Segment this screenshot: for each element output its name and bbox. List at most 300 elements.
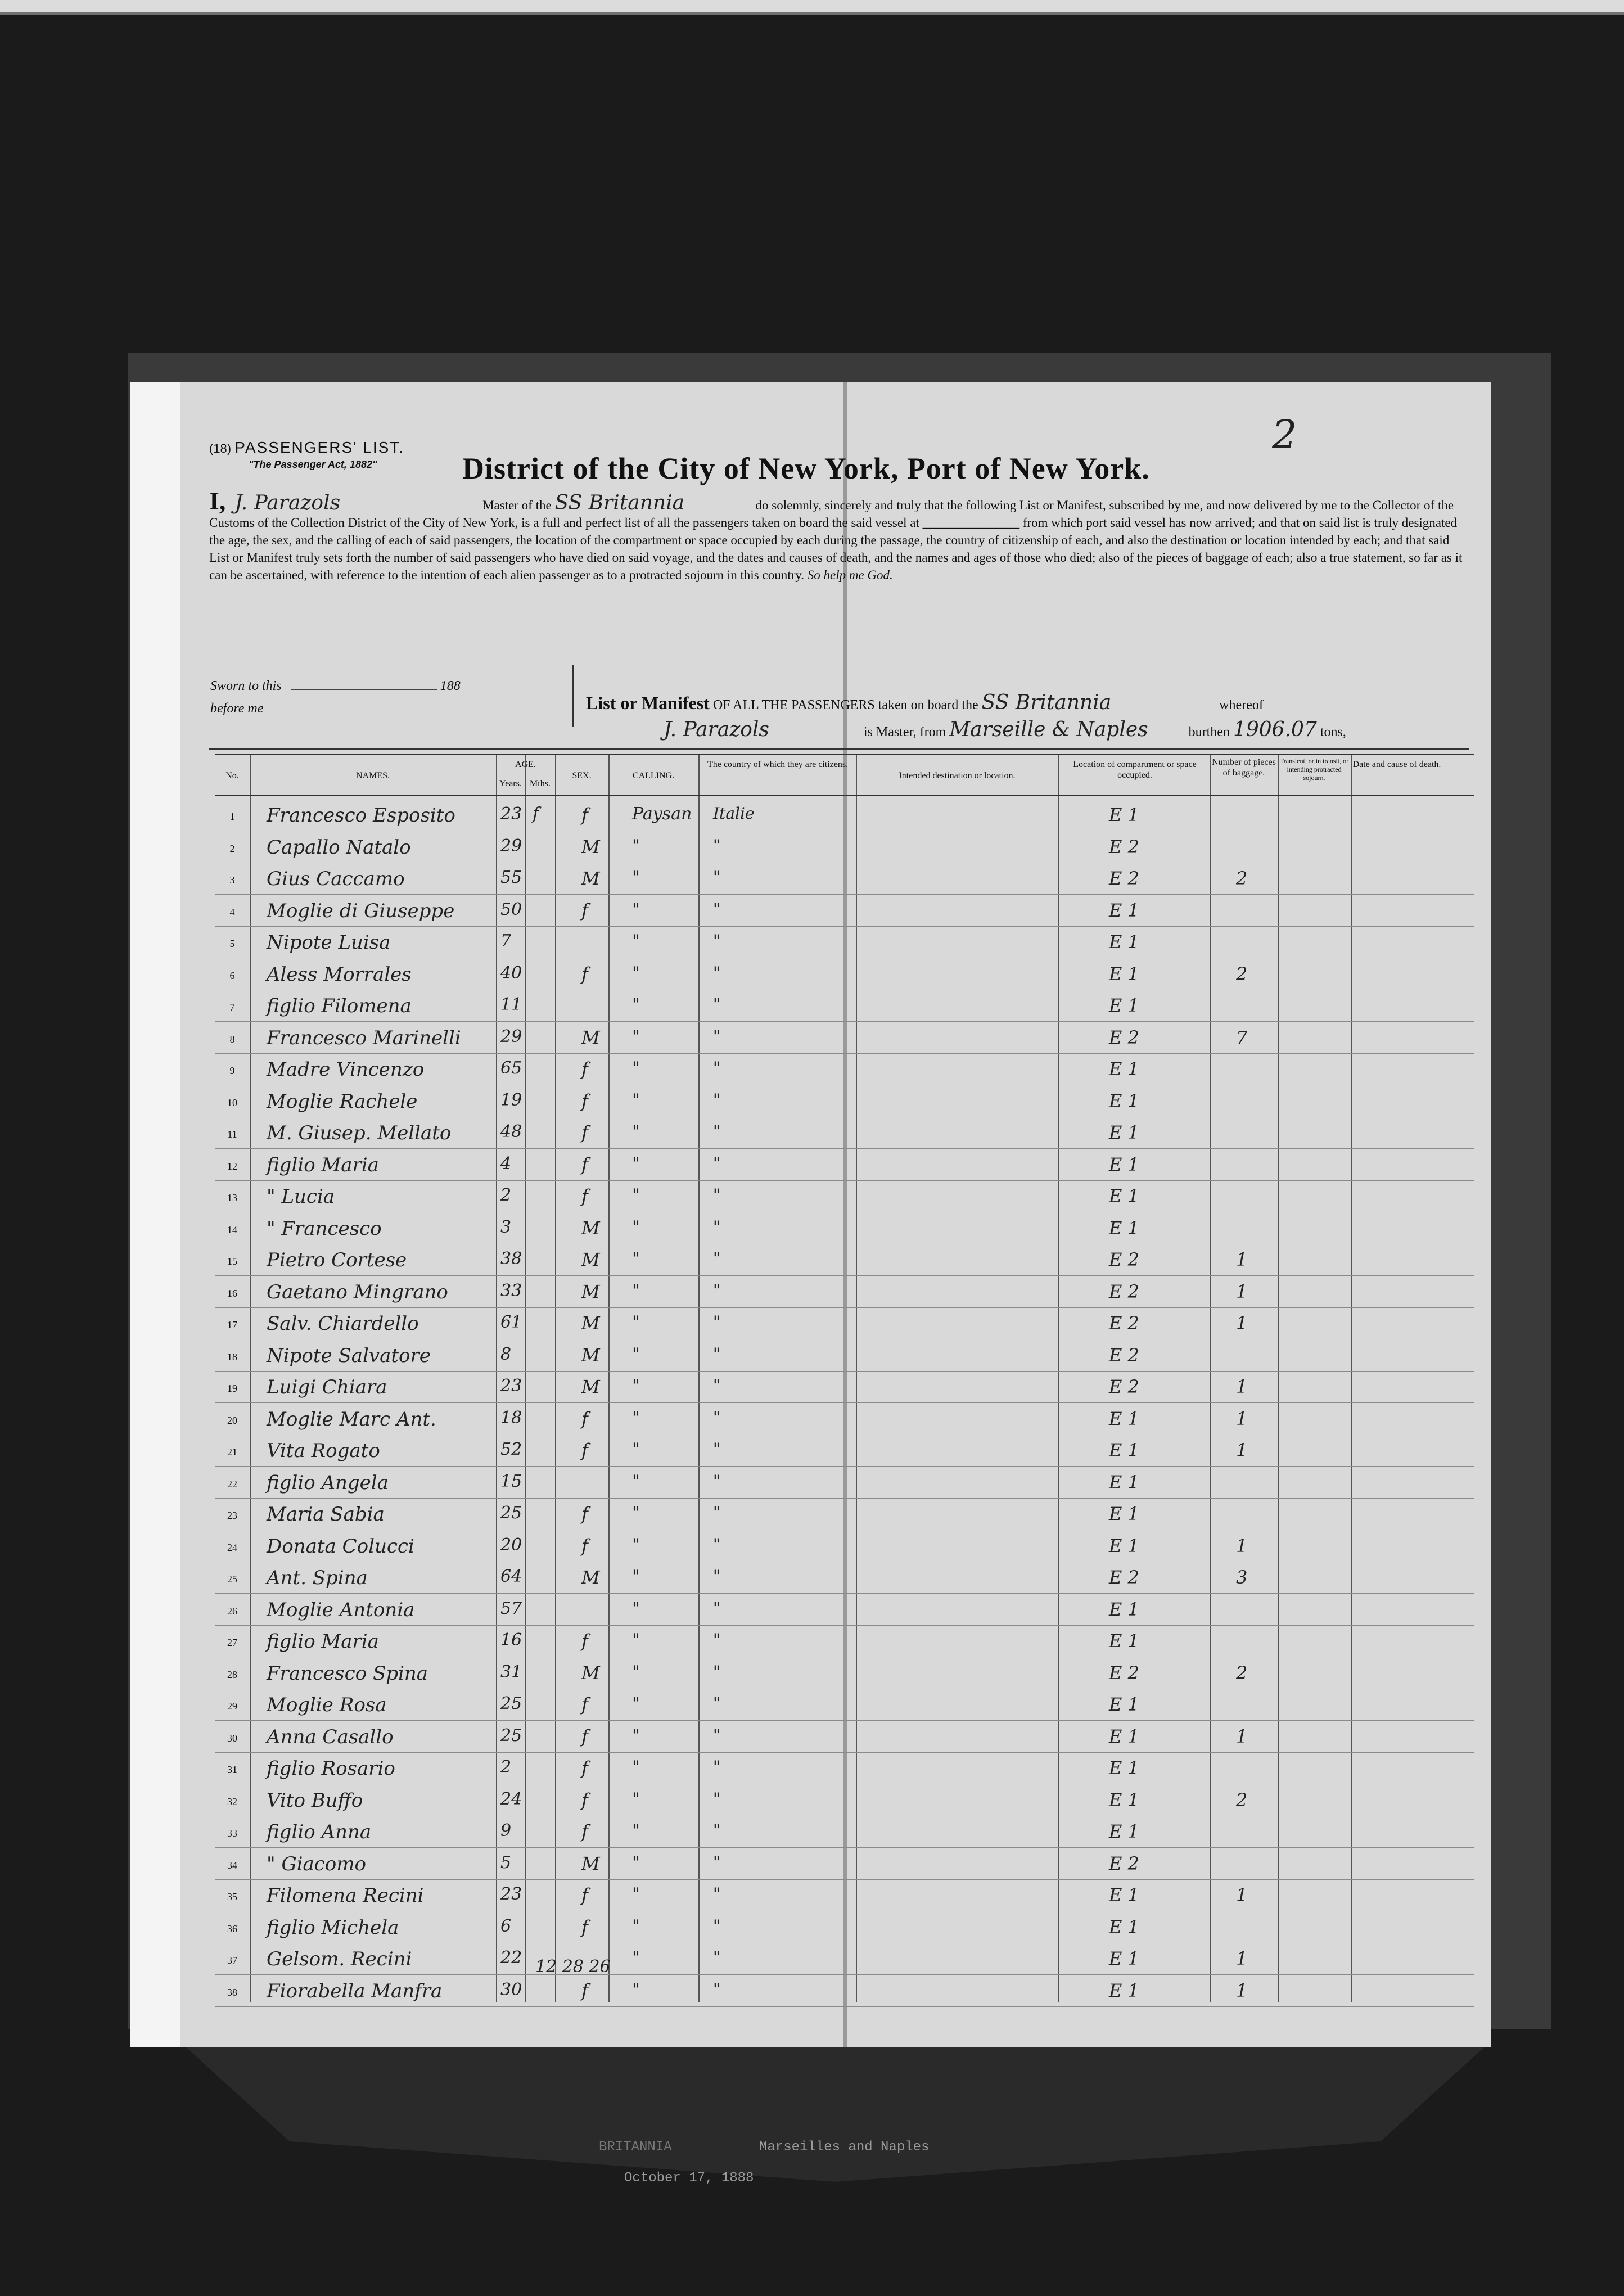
row-number: 14 xyxy=(227,1224,237,1235)
passenger-compartment: E 2 xyxy=(1109,1376,1139,1397)
table-row xyxy=(215,895,1474,927)
passenger-compartment: E 1 xyxy=(1109,1694,1139,1715)
table-row xyxy=(215,800,1474,831)
table-row xyxy=(215,1372,1474,1403)
passenger-sex: f xyxy=(581,963,588,985)
passenger-sex: f xyxy=(581,1090,588,1112)
row-number: 20 xyxy=(227,1414,237,1426)
passenger-baggage: 2 xyxy=(1236,868,1248,889)
passenger-age: 3 xyxy=(500,1217,512,1237)
passenger-calling: " xyxy=(632,1567,640,1586)
passenger-calling: " xyxy=(632,1916,640,1936)
passenger-compartment: E 2 xyxy=(1109,1026,1139,1048)
header-rule xyxy=(209,748,1469,750)
passenger-country: " xyxy=(713,1185,720,1204)
passenger-calling: " xyxy=(632,1153,640,1174)
passenger-compartment: E 1 xyxy=(1109,931,1139,953)
passenger-name: Francesco Spina xyxy=(267,1662,428,1685)
passenger-country: " xyxy=(713,1058,720,1077)
passenger-baggage: 1 xyxy=(1236,1884,1248,1906)
row-number: 23 xyxy=(227,1510,237,1521)
table-row xyxy=(215,990,1474,1022)
passenger-sex: f xyxy=(581,1821,588,1842)
passenger-calling: " xyxy=(632,1852,640,1873)
manifest-master: J. Parazols xyxy=(664,718,769,741)
passenger-compartment: E 1 xyxy=(1109,1217,1139,1239)
table-row xyxy=(215,1149,1474,1181)
passenger-country: " xyxy=(713,1852,720,1871)
passenger-sex: f xyxy=(581,1757,588,1779)
passenger-country: " xyxy=(713,1916,720,1935)
passenger-sex: f xyxy=(581,1440,588,1461)
col-country: The country of which they are citizens. xyxy=(707,760,849,769)
passenger-country: " xyxy=(713,1694,720,1712)
passenger-country: " xyxy=(713,1725,720,1744)
passenger-sex: f xyxy=(581,1979,588,2001)
passenger-age: 61 xyxy=(500,1312,522,1332)
passenger-calling: " xyxy=(632,931,640,951)
passenger-country: " xyxy=(713,1408,720,1427)
row-number: 18 xyxy=(227,1351,237,1363)
table-row xyxy=(215,1022,1474,1054)
table-row xyxy=(215,1213,1474,1244)
passenger-sex: f xyxy=(581,1503,588,1524)
act-reference: "The Passenger Act, 1882" xyxy=(249,459,377,470)
passenger-sex: f xyxy=(581,804,588,826)
passenger-calling: " xyxy=(632,1757,640,1777)
passenger-baggage: 3 xyxy=(1236,1567,1248,1588)
form-title: PASSENGERS' LIST. xyxy=(234,439,405,456)
row-number: 33 xyxy=(227,1828,237,1839)
passenger-name: figlio Anna xyxy=(267,1821,372,1843)
col-no: No. xyxy=(225,771,239,781)
manifest-text-3: is Master, from xyxy=(863,725,946,739)
caption-ship: BRITANNIA xyxy=(599,2140,672,2155)
passenger-country: " xyxy=(713,899,720,918)
passenger-age: 40 xyxy=(500,963,522,983)
passenger-calling: " xyxy=(632,1535,640,1555)
passenger-sex: f xyxy=(581,1185,588,1207)
passenger-age: 33 xyxy=(500,1280,522,1301)
passenger-country: " xyxy=(713,1471,720,1490)
row-rule xyxy=(215,2006,1474,2007)
passenger-baggage: 1 xyxy=(1236,1280,1248,1302)
row-number: 34 xyxy=(227,1859,237,1871)
passenger-calling: " xyxy=(632,1376,640,1396)
oath-paragraph xyxy=(209,486,1469,584)
passenger-compartment: E 1 xyxy=(1109,1153,1139,1175)
passenger-name: Moglie Rachele xyxy=(267,1090,418,1113)
passenger-sex: M xyxy=(581,836,600,858)
passenger-compartment: E 2 xyxy=(1109,1249,1139,1270)
passenger-compartment: E 1 xyxy=(1109,1122,1139,1143)
manifest-page xyxy=(130,382,1491,2047)
passenger-baggage: 1 xyxy=(1236,1948,1248,1969)
passenger-compartment: E 2 xyxy=(1109,1852,1139,1874)
row-number: 15 xyxy=(227,1256,237,1267)
row-number: 38 xyxy=(227,1986,237,1998)
table-row xyxy=(215,1244,1474,1276)
oath-lead: I, xyxy=(209,486,226,515)
col-names: NAMES. xyxy=(355,771,390,781)
passenger-name: figlio Maria xyxy=(267,1630,379,1653)
table-row xyxy=(215,1276,1474,1308)
passenger-calling: " xyxy=(632,1217,640,1237)
passenger-age: 23 xyxy=(500,804,522,824)
passenger-compartment: E 1 xyxy=(1109,899,1139,921)
page-edge xyxy=(130,382,180,2047)
master-name: J. Parazols xyxy=(234,491,341,515)
table-row xyxy=(215,1785,1474,1816)
passenger-sex: M xyxy=(581,1344,600,1366)
row-number: 26 xyxy=(227,1605,237,1617)
col-sex: SEX. xyxy=(572,771,592,781)
passenger-compartment: E 1 xyxy=(1109,1979,1139,2001)
passenger-calling: " xyxy=(632,1725,640,1745)
district-title: District of the City of New York, Port of New York. xyxy=(462,452,1150,485)
col-calling: CALLING. xyxy=(632,771,675,781)
passenger-calling: " xyxy=(632,1884,640,1904)
passenger-name: Moglie Antonia xyxy=(267,1598,415,1621)
manifest-text-2: whereof xyxy=(1219,698,1264,712)
row-number: 13 xyxy=(227,1192,237,1203)
passenger-name: Francesco Marinelli xyxy=(267,1026,461,1049)
passenger-table xyxy=(215,754,1474,2002)
table-row xyxy=(215,1467,1474,1499)
passenger-age: 25 xyxy=(500,1503,522,1523)
row-number: 8 xyxy=(229,1033,235,1045)
passenger-baggage: 2 xyxy=(1236,963,1248,985)
passenger-country: " xyxy=(713,1567,720,1585)
form-number: (18) xyxy=(209,441,232,455)
col-transient: Transient, or in transit, or intending protracted sojourn. xyxy=(1279,757,1349,782)
passenger-compartment: E 1 xyxy=(1109,1185,1139,1207)
table-row xyxy=(215,1753,1474,1784)
table-row xyxy=(215,1404,1474,1435)
passenger-age: 55 xyxy=(500,868,522,887)
passenger-calling: " xyxy=(632,836,640,856)
passenger-country: " xyxy=(713,1249,720,1267)
manifest-vessel: SS Britannia xyxy=(981,691,1112,714)
table-top-rule xyxy=(215,754,1474,755)
passenger-name: Moglie Rosa xyxy=(267,1694,387,1716)
passenger-calling: " xyxy=(632,1249,640,1269)
passenger-age: 15 xyxy=(500,1471,522,1491)
table-row xyxy=(215,1912,1474,1943)
table-row xyxy=(215,1054,1474,1085)
table-row xyxy=(215,1816,1474,1848)
form-header xyxy=(209,440,404,472)
passenger-sex: f xyxy=(581,1725,588,1747)
passenger-calling: " xyxy=(632,899,640,919)
col-years: Years. xyxy=(499,779,522,788)
passenger-age: 29 xyxy=(500,836,522,856)
col-location: Location of compartment or space occupied. xyxy=(1073,760,1197,780)
passenger-sex: f xyxy=(581,1122,588,1143)
table-row xyxy=(215,959,1474,990)
passenger-compartment: E 1 xyxy=(1109,1789,1139,1811)
passenger-country: " xyxy=(713,1789,720,1808)
passenger-age: 2 xyxy=(500,1757,512,1777)
row-number: 9 xyxy=(229,1065,235,1076)
passenger-name: Nipote Luisa xyxy=(267,931,391,954)
passenger-compartment: E 2 xyxy=(1109,1567,1139,1588)
passenger-name: Gelsom. Recini xyxy=(267,1948,412,1970)
passenger-calling: " xyxy=(632,995,640,1014)
passenger-calling: " xyxy=(632,1058,640,1078)
row-number: 37 xyxy=(227,1955,237,1966)
passenger-compartment: E 1 xyxy=(1109,1757,1139,1779)
passenger-age: 11 xyxy=(500,995,522,1014)
passenger-name: Moglie Marc Ant. xyxy=(267,1408,436,1431)
row-number: 19 xyxy=(227,1383,237,1394)
passenger-country: " xyxy=(713,1217,720,1236)
passenger-compartment: E 1 xyxy=(1109,1598,1139,1620)
row-number: 35 xyxy=(227,1891,237,1902)
passenger-country: " xyxy=(713,1280,720,1300)
col-baggage: Number of pieces of baggage. xyxy=(1212,757,1276,778)
row-number: 12 xyxy=(227,1160,237,1172)
passenger-baggage: 1 xyxy=(1236,1376,1248,1397)
table-row xyxy=(215,1086,1474,1117)
row-number: 25 xyxy=(227,1573,237,1585)
passenger-sex: f xyxy=(581,1153,588,1175)
port-of-departure: Marseille & Naples xyxy=(949,718,1148,741)
table-row xyxy=(215,1308,1474,1339)
film-base xyxy=(186,2047,1485,2182)
page-number: 2 xyxy=(1272,412,1297,458)
passenger-country: " xyxy=(713,995,720,1013)
passenger-calling: " xyxy=(632,1312,640,1332)
passenger-name: " Giacomo xyxy=(267,1852,366,1875)
row-number: 2 xyxy=(229,842,235,854)
passenger-age: 19 xyxy=(500,1090,522,1110)
passenger-compartment: E 2 xyxy=(1109,1344,1139,1366)
passenger-name: Donata Colucci xyxy=(267,1535,414,1558)
caption-date: October 17, 1888 xyxy=(624,2171,754,2186)
table-row xyxy=(215,1181,1474,1212)
passenger-name: Vita Rogato xyxy=(267,1440,380,1462)
sworn-label: Sworn to this xyxy=(210,679,282,693)
passenger-age: 2 xyxy=(500,1185,512,1205)
passenger-baggage: 1 xyxy=(1236,1725,1248,1747)
table-row xyxy=(215,1689,1474,1721)
passenger-age: 9 xyxy=(500,1821,512,1841)
passenger-name: figlio Maria xyxy=(267,1153,379,1176)
passenger-baggage: 1 xyxy=(1236,1979,1248,2001)
passenger-country: " xyxy=(713,1757,720,1776)
table-row xyxy=(215,1848,1474,1880)
passenger-name: Vito Buffo xyxy=(267,1789,363,1812)
table-row xyxy=(215,1658,1474,1689)
passenger-age: 24 xyxy=(500,1789,522,1809)
passenger-months: f xyxy=(533,804,539,824)
passenger-compartment: E 1 xyxy=(1109,995,1139,1016)
passenger-name: " Lucia xyxy=(267,1185,335,1208)
passenger-age: 6 xyxy=(500,1916,512,1936)
passenger-calling: " xyxy=(632,963,640,983)
passenger-country: " xyxy=(713,1440,720,1458)
passenger-sex: M xyxy=(581,1376,600,1397)
table-row xyxy=(215,1943,1474,1975)
passenger-age: 23 xyxy=(500,1884,522,1904)
manifest-statement xyxy=(586,691,1491,745)
table-row xyxy=(215,1562,1474,1594)
passenger-country: " xyxy=(713,868,720,886)
passenger-country: " xyxy=(713,1598,720,1617)
passenger-baggage: 2 xyxy=(1236,1662,1248,1684)
passenger-sex: M xyxy=(581,1567,600,1588)
passenger-name: figlio Angela xyxy=(267,1471,389,1494)
passenger-baggage: 1 xyxy=(1236,1535,1248,1557)
passenger-country: " xyxy=(713,1662,720,1681)
passenger-baggage: 1 xyxy=(1236,1440,1248,1461)
row-number: 22 xyxy=(227,1478,237,1490)
film-top-strip xyxy=(0,0,1624,12)
passenger-age: 48 xyxy=(500,1122,522,1142)
passenger-age: 65 xyxy=(500,1058,522,1078)
table-row xyxy=(215,1435,1474,1467)
passenger-compartment: E 1 xyxy=(1109,1440,1139,1461)
row-number: 36 xyxy=(227,1923,237,1934)
passenger-compartment: E 2 xyxy=(1109,836,1139,858)
table-row xyxy=(215,1721,1474,1753)
passenger-country: " xyxy=(713,1535,720,1554)
passenger-country: " xyxy=(713,1376,720,1395)
row-number: 11 xyxy=(227,1129,237,1140)
passenger-sex: M xyxy=(581,1249,600,1270)
table-row xyxy=(215,1626,1474,1657)
passenger-compartment: E 1 xyxy=(1109,1916,1139,1938)
before-me-label: before me xyxy=(210,701,264,716)
passenger-sex: M xyxy=(581,1026,600,1048)
passenger-sex: f xyxy=(581,1884,588,1906)
table-row xyxy=(215,1880,1474,1911)
table-row xyxy=(215,1340,1474,1372)
manifest-text-4: burthen xyxy=(1188,725,1230,739)
passenger-compartment: E 2 xyxy=(1109,1312,1139,1334)
passenger-country: " xyxy=(713,1630,720,1649)
passenger-name: Moglie di Giuseppe xyxy=(267,899,455,922)
passenger-age: 18 xyxy=(500,1408,522,1428)
passenger-age: 29 xyxy=(500,1026,522,1046)
passenger-age: 30 xyxy=(500,1979,522,2000)
passenger-compartment: E 1 xyxy=(1109,1884,1139,1906)
row-number: 5 xyxy=(229,938,235,949)
header-bottom-rule xyxy=(215,795,1474,796)
passenger-calling: " xyxy=(632,1948,640,1968)
passenger-age: 16 xyxy=(500,1630,522,1650)
row-number: 1 xyxy=(229,811,235,822)
oath-text-2: do solemnly, sincerely and truly xyxy=(755,498,921,512)
passenger-compartment: E 1 xyxy=(1109,1725,1139,1747)
passenger-sex: M xyxy=(581,1852,600,1874)
manifest-text-5: tons, xyxy=(1320,725,1346,739)
film-top-line xyxy=(0,12,1624,15)
passenger-name: Madre Vincenzo xyxy=(267,1058,425,1081)
passenger-calling: " xyxy=(632,1789,640,1809)
passenger-name: M. Giusep. Mellato xyxy=(267,1122,452,1144)
table-row xyxy=(215,1531,1474,1562)
passenger-calling: " xyxy=(632,1471,640,1491)
caption-route: Marseilles and Naples xyxy=(759,2140,930,2155)
passenger-compartment: E 1 xyxy=(1109,804,1139,826)
passenger-compartment: E 1 xyxy=(1109,1503,1139,1524)
passenger-name: Ant. Spina xyxy=(267,1567,368,1589)
passenger-name: Salv. Chiardello xyxy=(267,1312,419,1335)
passenger-country: " xyxy=(713,1344,720,1363)
passenger-country: " xyxy=(713,963,720,982)
passenger-name: Francesco Esposito xyxy=(267,804,455,827)
passenger-sex: f xyxy=(581,1408,588,1429)
oath-closing: So help me God. xyxy=(807,568,893,582)
passenger-baggage: 1 xyxy=(1236,1408,1248,1429)
passenger-name: figlio Michela xyxy=(267,1916,399,1939)
passenger-calling: " xyxy=(632,1344,640,1364)
row-number: 16 xyxy=(227,1287,237,1299)
passenger-compartment: E 2 xyxy=(1109,1280,1139,1302)
passenger-calling: " xyxy=(632,1280,640,1301)
passenger-baggage: 7 xyxy=(1236,1026,1248,1048)
passenger-sex: f xyxy=(581,1694,588,1715)
column-totals: 12 28 26 xyxy=(535,1957,611,1977)
passenger-calling: " xyxy=(632,1440,640,1459)
passenger-compartment: E 2 xyxy=(1109,868,1139,889)
passenger-compartment: E 1 xyxy=(1109,1948,1139,1969)
row-number: 4 xyxy=(229,906,235,918)
row-number: 6 xyxy=(229,969,235,981)
passenger-name: figlio Rosario xyxy=(267,1757,395,1780)
table-row xyxy=(215,1594,1474,1626)
row-number: 17 xyxy=(227,1319,237,1330)
oath-text-1: Master of the xyxy=(482,498,552,512)
passenger-sex: M xyxy=(581,868,600,889)
table-row xyxy=(215,863,1474,895)
passenger-country: " xyxy=(713,1153,720,1172)
passenger-compartment: E 1 xyxy=(1109,1821,1139,1842)
passenger-age: 52 xyxy=(500,1440,522,1459)
row-number: 30 xyxy=(227,1732,237,1744)
passenger-calling: " xyxy=(632,1662,640,1682)
passenger-name: Fiorabella Manfra xyxy=(267,1979,443,2002)
row-number: 3 xyxy=(229,874,235,886)
passenger-baggage: 1 xyxy=(1236,1249,1248,1270)
table-row xyxy=(215,1499,1474,1530)
passenger-age: 5 xyxy=(500,1852,512,1873)
passenger-age: 8 xyxy=(500,1344,512,1364)
passenger-sex: f xyxy=(581,1058,588,1080)
passenger-country: " xyxy=(713,1948,720,1966)
passenger-age: 38 xyxy=(500,1249,522,1269)
passenger-name: Gaetano Mingrano xyxy=(267,1280,448,1303)
passenger-name: Anna Casallo xyxy=(267,1725,394,1748)
passenger-sex: f xyxy=(581,1916,588,1938)
table-row xyxy=(215,832,1474,863)
passenger-name: Maria Sabia xyxy=(267,1503,385,1526)
row-number: 7 xyxy=(229,1002,235,1013)
passenger-age: 25 xyxy=(500,1725,522,1745)
passenger-calling: Paysan xyxy=(632,804,692,824)
row-number: 21 xyxy=(227,1446,237,1458)
table-row xyxy=(215,927,1474,958)
passenger-calling: " xyxy=(632,1821,640,1841)
passenger-baggage: 1 xyxy=(1236,1312,1248,1334)
passenger-age: 57 xyxy=(500,1598,522,1618)
passenger-age: 23 xyxy=(500,1376,522,1396)
passenger-age: 4 xyxy=(500,1153,512,1174)
row-number: 31 xyxy=(227,1764,237,1775)
passenger-name: Pietro Cortese xyxy=(267,1249,407,1271)
